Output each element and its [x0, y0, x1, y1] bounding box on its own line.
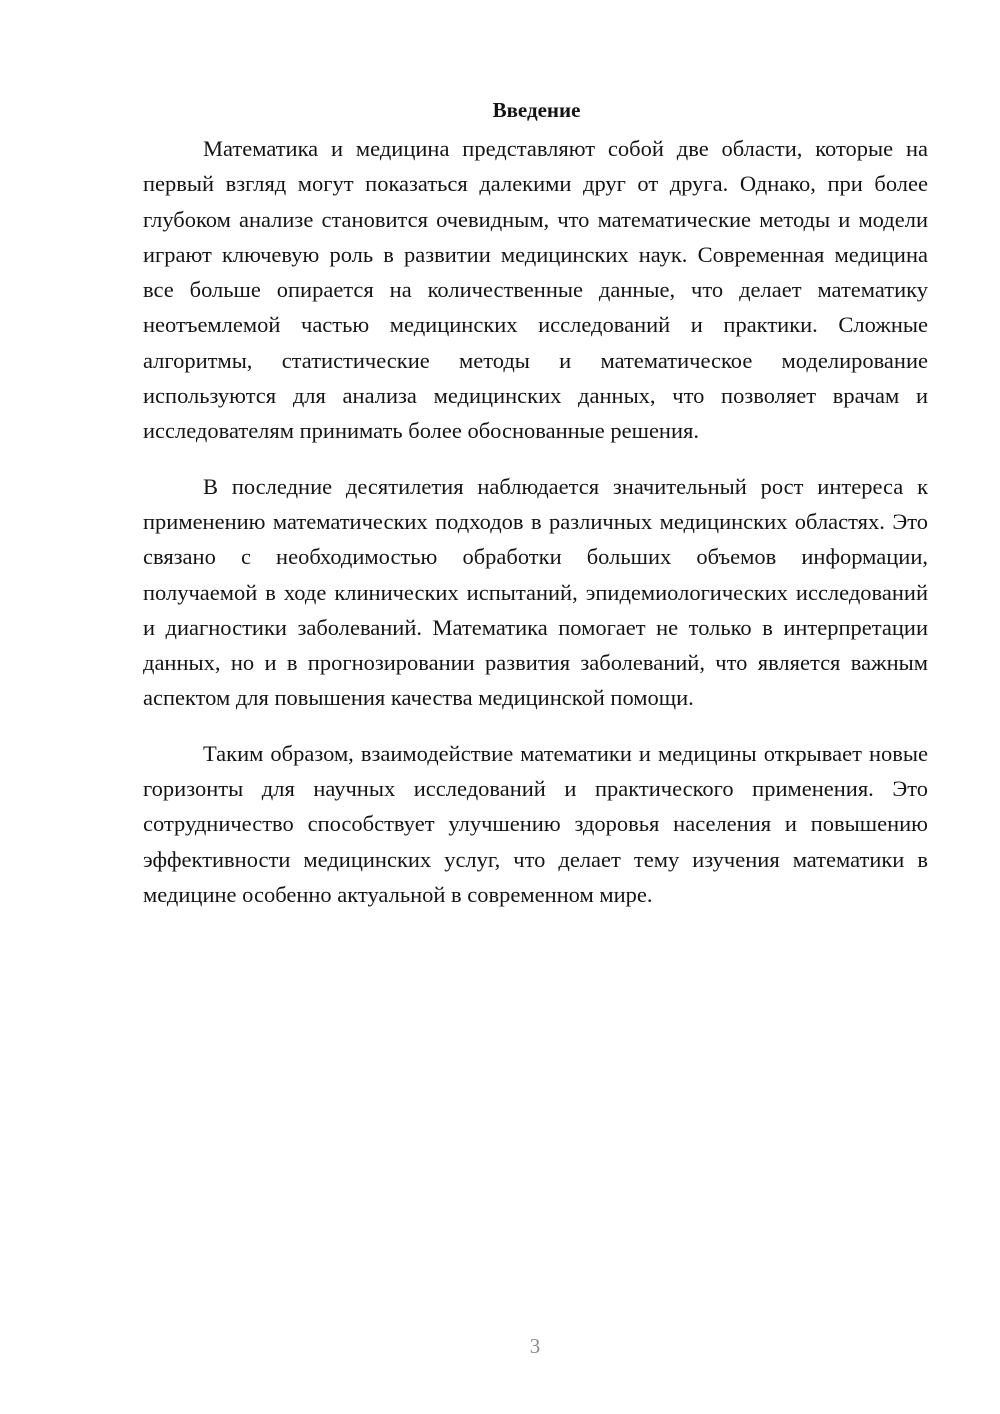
page-content — [143, 92, 928, 932]
paragraph-2: В последние десятилетия наблюдается значительный рост интереса к применению математических подходов в различных медицинских областях. Это связано с необходимостью обработки больших объемов информации, получаемой в ходе клинических испытаний, эпидемиологических исследований и диагностики заболеваний. Математика помогает не только в интерпретации данных, но и в прогнозировании развития заболеваний, что является важным аспектом для повышения качества медицинской помощи. — [143, 473, 928, 711]
section-heading: Введение — [492, 98, 581, 122]
page-number: 3 — [529, 1334, 541, 1358]
paragraph-1: Математика и медицина представляют собой две области, которые на первый взгляд могут показаться далекими друг от друга. Однако, при более глубоком анализе становится очевидным, что математические методы и модели играют ключевую роль в развитии медицинских наук. Современная медицина все больше опирается на количественные данные, что делает математику неотъемлемой частью медицинских исследований и практики. Сложные алгоритмы, статистические методы и математическое моделирование используются для анализа медицинских данных, что позволяет врачам и исследователям принимать более обоснованные решения. — [143, 136, 928, 444]
paragraph-3: Таким образом, взаимодействие математики и медицины открывает новые горизонты для научных исследований и практического применения. Это сотрудничество способствует улучшению здоровья населения и повышению эффективности медицинских услуг, что делает тему изучения математики в медицине особенно актуальной в современном мире. — [143, 740, 928, 907]
